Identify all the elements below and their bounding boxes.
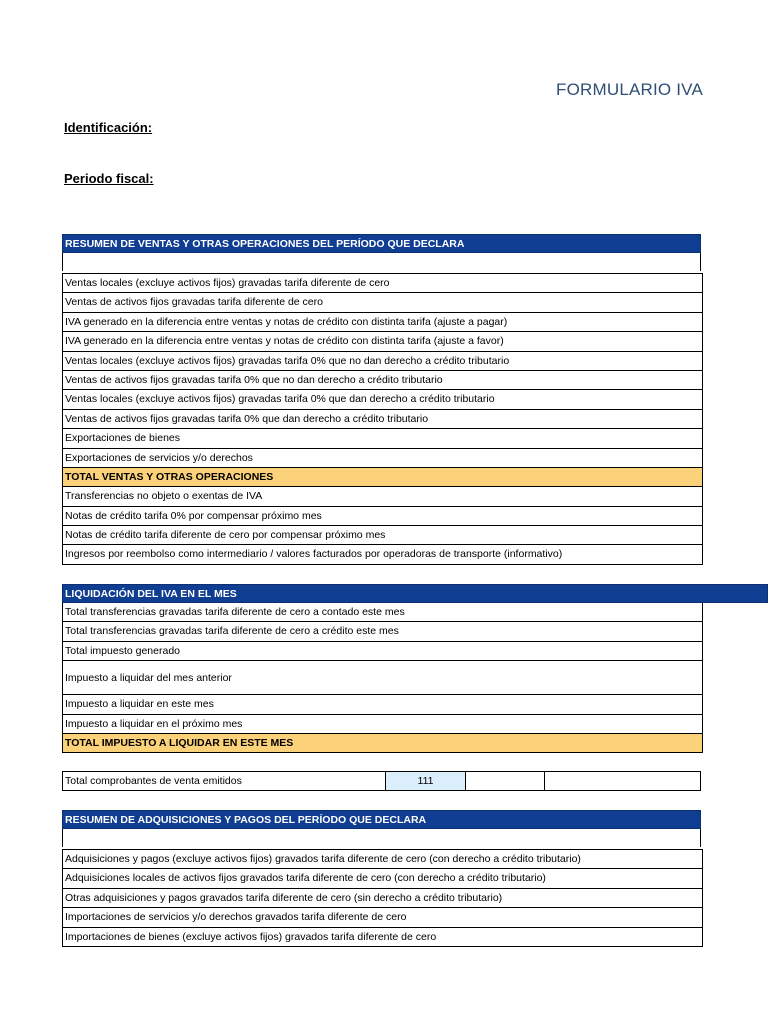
ventas-row: Notas de crédito tarifa diferente de cero por compensar próximo mes <box>63 526 702 545</box>
form-title: FORMULARIO IVA <box>556 80 704 99</box>
spacer-row <box>62 253 701 271</box>
adquisiciones-rows <box>62 849 703 947</box>
liquidacion-row: Total transferencias gravadas tarifa diferente de cero a crédito este mes <box>63 622 702 641</box>
comprobantes-label: Total comprobantes de venta emitidos <box>65 775 242 787</box>
adquisiciones-row: Adquisiciones y pagos (excluye activos fijos) gravados tarifa diferente de cero (con derecho a crédito tributario) <box>63 850 702 869</box>
comprobantes-extra-cell[interactable] <box>545 772 700 790</box>
comprobantes-value-cell[interactable] <box>466 772 545 790</box>
total-ventas-row: TOTAL VENTAS Y OTRAS OPERACIONES <box>63 468 702 487</box>
periodo-fiscal-label: Periodo fiscal: <box>64 171 154 186</box>
ventas-row: Ventas de activos fijos gravadas tarifa 0% que no dan derecho a crédito tributario <box>63 371 702 390</box>
ventas-row: Notas de crédito tarifa 0% por compensar próximo mes <box>63 507 702 526</box>
adquisiciones-row: Adquisiciones locales de activos fijos gravados tarifa diferente de cero (con derecho a crédito tributario) <box>63 869 702 888</box>
liquidacion-row: Total transferencias gravadas tarifa diferente de cero a contado este mes <box>63 603 702 622</box>
liquidacion-section-heading: LIQUIDACIÓN DEL IVA EN EL MES <box>62 584 768 603</box>
ventas-row: Ingresos por reembolso como intermediario / valores facturados por operadoras de transporte (informativo) <box>63 545 702 564</box>
ventas-rows <box>62 273 703 565</box>
comprobantes-row <box>62 771 701 791</box>
ventas-row: Ventas de activos fijos gravadas tarifa diferente de cero <box>63 293 702 312</box>
liquidacion-row: Impuesto a liquidar en el próximo mes <box>63 715 702 734</box>
ventas-section-heading: RESUMEN DE VENTAS Y OTRAS OPERACIONES DEL PERÍODO QUE DECLARA <box>62 234 701 253</box>
identificacion-label: Identificación: <box>64 120 153 135</box>
liquidacion-rows <box>62 603 703 753</box>
comprobantes-code-cell: 111 <box>385 772 466 790</box>
ventas-row: Exportaciones de servicios y/o derechos <box>63 449 702 468</box>
ventas-row: IVA generado en la diferencia entre ventas y notas de crédito con distinta tarifa (ajuste a pagar) <box>63 313 702 332</box>
ventas-row: IVA generado en la diferencia entre ventas y notas de crédito con distinta tarifa (ajuste a favor) <box>63 332 702 351</box>
adquisiciones-row: Importaciones de bienes (excluye activos fijos) gravados tarifa diferente de cero <box>63 928 702 947</box>
adquisiciones-row: Otras adquisiciones y pagos gravados tarifa diferente de cero (sin derecho a crédito tributario) <box>63 889 702 908</box>
spacer-row <box>62 829 701 847</box>
ventas-row: Ventas locales (excluye activos fijos) gravadas tarifa 0% que dan derecho a crédito tributario <box>63 390 702 409</box>
adquisiciones-row: Importaciones de servicios y/o derechos gravados tarifa diferente de cero <box>63 908 702 927</box>
liquidacion-row: Impuesto a liquidar en este mes <box>63 695 702 714</box>
ventas-row: Exportaciones de bienes <box>63 429 702 448</box>
liquidacion-row: Total impuesto generado <box>63 642 702 661</box>
liquidacion-row: Impuesto a liquidar del mes anterior <box>63 661 702 695</box>
ventas-row: Ventas de activos fijos gravadas tarifa 0% que dan derecho a crédito tributario <box>63 410 702 429</box>
adquisiciones-section-heading: RESUMEN DE ADQUISICIONES Y PAGOS DEL PERÍODO QUE DECLARA <box>62 810 701 829</box>
ventas-row: Ventas locales (excluye activos fijos) gravadas tarifa diferente de cero <box>63 274 702 293</box>
total-impuesto-row: TOTAL IMPUESTO A LIQUIDAR EN ESTE MES <box>63 734 702 753</box>
ventas-row: Ventas locales (excluye activos fijos) gravadas tarifa 0% que no dan derecho a crédito tributario <box>63 352 702 371</box>
ventas-row: Transferencias no objeto o exentas de IVA <box>63 487 702 506</box>
